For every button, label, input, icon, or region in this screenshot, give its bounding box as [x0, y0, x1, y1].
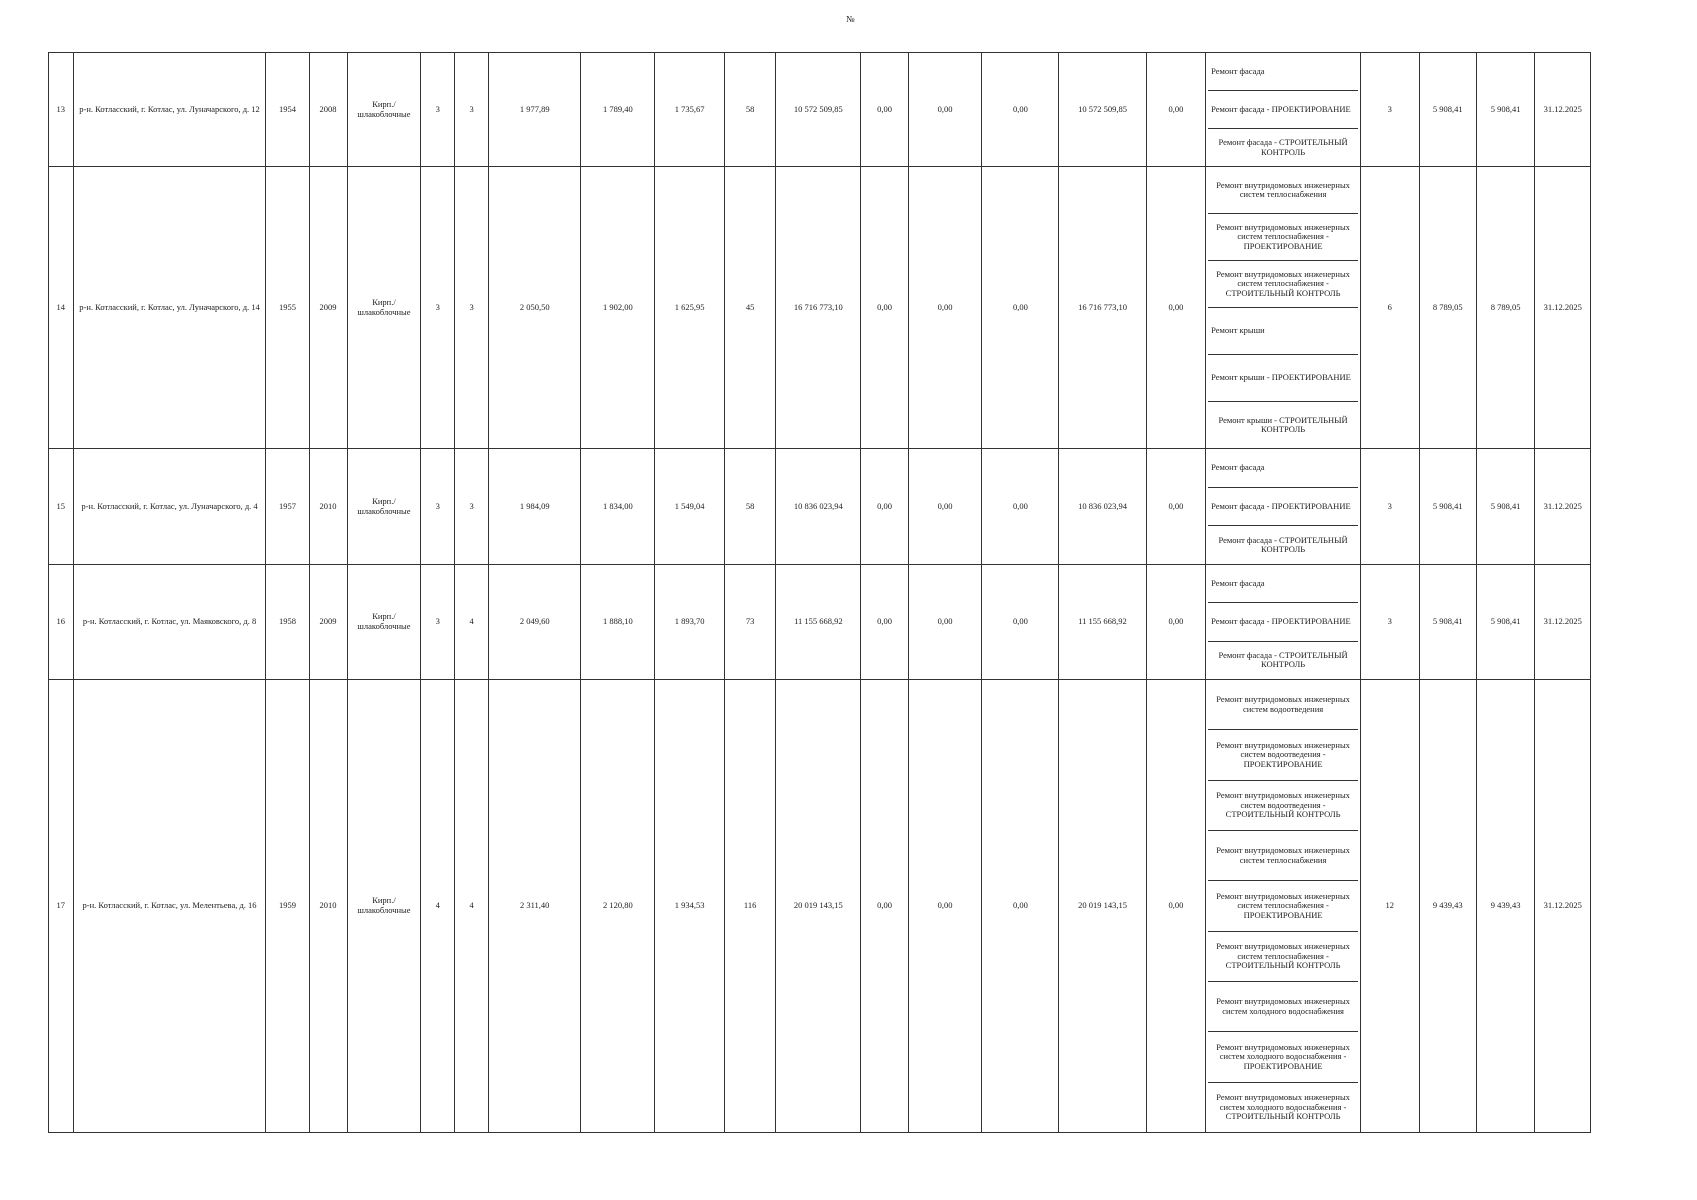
- cell-residents: 45: [725, 167, 776, 449]
- cell-area-living: 1 625,95: [655, 167, 725, 449]
- cell-cost-total: 20 019 143,15: [776, 680, 861, 1133]
- work-item: Ремонт крыши - ПРОЕКТИРОВАНИЕ: [1208, 355, 1358, 402]
- work-item: Ремонт внутридомовых инженерных систем холодного водоснабжения: [1208, 982, 1358, 1032]
- cell-unit-cost: 5 908,41: [1419, 449, 1476, 565]
- cell-residents: 116: [725, 680, 776, 1133]
- cell-residents: 73: [725, 565, 776, 680]
- cell-material: Кирп./ шлакоблочные: [347, 449, 421, 565]
- cell-floors: 3: [421, 565, 455, 680]
- cell-area-premises: 1 888,10: [581, 565, 655, 680]
- works-list: [1208, 565, 1358, 679]
- cell-cost-total: 11 155 668,92: [776, 565, 861, 680]
- cell-address: р-н. Котласский, г. Котлас, ул. Мелентьева, д. 16: [73, 680, 266, 1133]
- work-item: Ремонт внутридомовых инженерных систем теплоснабжения - ПРОЕКТИРОВАНИЕ: [1208, 214, 1358, 261]
- cell-cost-total: 10 572 509,85: [776, 53, 861, 167]
- cell-year-built: 1958: [266, 565, 309, 680]
- cell-cost-mun: 0,00: [982, 565, 1059, 680]
- cell-area-living: 1 893,70: [655, 565, 725, 680]
- table-row: [49, 449, 1591, 565]
- work-item: Ремонт фасада - ПРОЕКТИРОВАНИЕ: [1208, 488, 1358, 527]
- cell-cost-fed: 0,00: [861, 449, 908, 565]
- cell-entrances: 4: [455, 565, 489, 680]
- work-item: Ремонт фасада - ПРОЕКТИРОВАНИЕ: [1208, 603, 1358, 641]
- cell-year-built: 1959: [266, 680, 309, 1133]
- cell-cost-total: 16 716 773,10: [776, 167, 861, 449]
- cell-area-living: 1 549,04: [655, 449, 725, 565]
- cell-year-overhaul: 2010: [309, 680, 347, 1133]
- table-row: [49, 53, 1591, 167]
- cell-address: р-н. Котласский, г. Котлас, ул. Луначарского, д. 14: [73, 167, 266, 449]
- cell-cost-other: 0,00: [1146, 680, 1206, 1133]
- cell-floors: 3: [421, 167, 455, 449]
- cell-unit-cost: 9 439,43: [1419, 680, 1476, 1133]
- cell-floors: 3: [421, 53, 455, 167]
- cell-cost-owners: 10 572 509,85: [1059, 53, 1146, 167]
- cell-year-overhaul: 2009: [309, 565, 347, 680]
- work-item: Ремонт внутридомовых инженерных систем водоотведения - ПРОЕКТИРОВАНИЕ: [1208, 730, 1358, 780]
- cell-works-count: 3: [1361, 565, 1419, 680]
- page-number: №: [846, 14, 855, 24]
- table-row: [49, 565, 1591, 680]
- work-item: Ремонт фасада - СТРОИТЕЛЬНЫЙ КОНТРОЛЬ: [1218, 534, 1348, 555]
- cell-cost-owners: 11 155 668,92: [1059, 565, 1146, 680]
- overhaul-registry-table: [48, 52, 1591, 1133]
- work-item: Ремонт фасада: [1208, 449, 1358, 488]
- cell-num: 17: [49, 680, 74, 1133]
- cell-unit-cost-max: 8 789,05: [1476, 167, 1534, 449]
- cell-unit-cost-max: 9 439,43: [1476, 680, 1534, 1133]
- cell-area-living: 1 735,67: [655, 53, 725, 167]
- cell-cost-mun: 0,00: [982, 449, 1059, 565]
- work-item: Ремонт внутридомовых инженерных систем водоотведения - СТРОИТЕЛЬНЫЙ КОНТРОЛЬ: [1208, 781, 1358, 831]
- cell-works: [1206, 53, 1361, 167]
- cell-unit-cost: 8 789,05: [1419, 167, 1476, 449]
- cell-cost-reg: 0,00: [908, 449, 982, 565]
- cell-area-premises: 1 789,40: [581, 53, 655, 167]
- cell-works-count: 12: [1361, 680, 1419, 1133]
- cell-works: [1206, 167, 1361, 449]
- cell-address: р-н. Котласский, г. Котлас, ул. Маяковского, д. 8: [73, 565, 266, 680]
- cell-cost-reg: 0,00: [908, 53, 982, 167]
- cell-area-total: 2 311,40: [489, 680, 581, 1133]
- work-item: Ремонт внутридомовых инженерных систем теплоснабжения - СТРОИТЕЛЬНЫЙ КОНТРОЛЬ: [1208, 932, 1358, 982]
- cell-unit-cost-max: 5 908,41: [1476, 565, 1534, 680]
- work-item: Ремонт фасада - СТРОИТЕЛЬНЫЙ КОНТРОЛЬ: [1218, 649, 1348, 670]
- cell-year-overhaul: 2010: [309, 449, 347, 565]
- cell-floors: 4: [421, 680, 455, 1133]
- cell-num: 13: [49, 53, 74, 167]
- cell-cost-reg: 0,00: [908, 565, 982, 680]
- cell-cost-other: 0,00: [1146, 167, 1206, 449]
- cell-cost-owners: 10 836 023,94: [1059, 449, 1146, 565]
- cell-material: Кирп./ шлакоблочные: [347, 53, 421, 167]
- work-item: Ремонт фасада - СТРОИТЕЛЬНЫЙ КОНТРОЛЬ: [1218, 137, 1348, 157]
- cell-cost-fed: 0,00: [861, 680, 908, 1133]
- cell-cost-mun: 0,00: [982, 53, 1059, 167]
- cell-material: Кирп./ шлакоблочные: [347, 565, 421, 680]
- cell-works: [1206, 449, 1361, 565]
- cell-area-living: 1 934,53: [655, 680, 725, 1133]
- work-item: Ремонт внутридомовых инженерных систем холодного водоснабжения - ПРОЕКТИРОВАНИЕ: [1208, 1032, 1358, 1082]
- cell-deadline: 31.12.2025: [1535, 53, 1591, 167]
- cell-unit-cost: 5 908,41: [1419, 565, 1476, 680]
- cell-area-premises: 1 834,00: [581, 449, 655, 565]
- cell-entrances: 3: [455, 449, 489, 565]
- cell-cost-other: 0,00: [1146, 449, 1206, 565]
- works-list: [1208, 53, 1358, 166]
- cell-cost-other: 0,00: [1146, 565, 1206, 680]
- cell-material: Кирп./ шлакоблочные: [347, 680, 421, 1133]
- cell-cost-reg: 0,00: [908, 167, 982, 449]
- cell-unit-cost: 5 908,41: [1419, 53, 1476, 167]
- cell-area-total: 2 050,50: [489, 167, 581, 449]
- cell-year-built: 1955: [266, 167, 309, 449]
- work-item: Ремонт фасада: [1208, 53, 1358, 91]
- cell-works: [1206, 680, 1361, 1133]
- cell-num: 14: [49, 167, 74, 449]
- works-list: [1208, 449, 1358, 564]
- cell-area-total: 2 049,60: [489, 565, 581, 680]
- cell-cost-mun: 0,00: [982, 680, 1059, 1133]
- cell-cost-total: 10 836 023,94: [776, 449, 861, 565]
- works-list: [1208, 680, 1358, 1132]
- cell-cost-fed: 0,00: [861, 565, 908, 680]
- cell-cost-fed: 0,00: [861, 53, 908, 167]
- work-item: Ремонт крыши: [1208, 308, 1358, 355]
- table-row: [49, 680, 1591, 1133]
- cell-cost-mun: 0,00: [982, 167, 1059, 449]
- cell-year-built: 1957: [266, 449, 309, 565]
- work-item: Ремонт внутридомовых инженерных систем теплоснабжения - ПРОЕКТИРОВАНИЕ: [1208, 881, 1358, 931]
- cell-material: Кирп./ шлакоблочные: [347, 167, 421, 449]
- cell-floors: 3: [421, 449, 455, 565]
- cell-cost-owners: 20 019 143,15: [1059, 680, 1146, 1133]
- cell-entrances: 3: [455, 53, 489, 167]
- work-item: Ремонт внутридомовых инженерных систем водоотведения: [1208, 680, 1358, 730]
- cell-area-premises: 2 120,80: [581, 680, 655, 1133]
- cell-unit-cost-max: 5 908,41: [1476, 449, 1534, 565]
- cell-entrances: 3: [455, 167, 489, 449]
- cell-address: р-н. Котласский, г. Котлас, ул. Луначарского, д. 4: [73, 449, 266, 565]
- cell-cost-owners: 16 716 773,10: [1059, 167, 1146, 449]
- work-item: Ремонт крыши - СТРОИТЕЛЬНЫЙ КОНТРОЛЬ: [1218, 414, 1348, 434]
- cell-area-premises: 1 902,00: [581, 167, 655, 449]
- cell-deadline: 31.12.2025: [1535, 449, 1591, 565]
- cell-cost-other: 0,00: [1146, 53, 1206, 167]
- work-item: Ремонт фасада: [1208, 565, 1358, 603]
- cell-works-count: 6: [1361, 167, 1419, 449]
- cell-cost-reg: 0,00: [908, 680, 982, 1133]
- cell-num: 15: [49, 449, 74, 565]
- cell-deadline: 31.12.2025: [1535, 167, 1591, 449]
- cell-year-overhaul: 2008: [309, 53, 347, 167]
- cell-deadline: 31.12.2025: [1535, 680, 1591, 1133]
- cell-deadline: 31.12.2025: [1535, 565, 1591, 680]
- table-row: [49, 167, 1591, 449]
- cell-entrances: 4: [455, 680, 489, 1133]
- work-item: Ремонт внутридомовых инженерных систем теплоснабжения - СТРОИТЕЛЬНЫЙ КОНТРОЛЬ: [1208, 261, 1358, 308]
- cell-address: р-н. Котласский, г. Котлас, ул. Луначарского, д. 12: [73, 53, 266, 167]
- cell-works: [1206, 565, 1361, 680]
- work-item: Ремонт внутридомовых инженерных систем теплоснабжения: [1208, 167, 1358, 214]
- cell-works-count: 3: [1361, 449, 1419, 565]
- cell-works-count: 3: [1361, 53, 1419, 167]
- work-item: Ремонт фасада - ПРОЕКТИРОВАНИЕ: [1208, 91, 1358, 129]
- works-list: [1208, 167, 1358, 448]
- cell-unit-cost-max: 5 908,41: [1476, 53, 1534, 167]
- work-item: Ремонт внутридомовых инженерных систем холодного водоснабжения - СТРОИТЕЛЬНЫЙ КОНТРОЛЬ: [1216, 1092, 1350, 1121]
- cell-year-built: 1954: [266, 53, 309, 167]
- cell-num: 16: [49, 565, 74, 680]
- cell-residents: 58: [725, 449, 776, 565]
- cell-area-total: 1 984,09: [489, 449, 581, 565]
- cell-year-overhaul: 2009: [309, 167, 347, 449]
- work-item: Ремонт внутридомовых инженерных систем теплоснабжения: [1208, 831, 1358, 881]
- cell-residents: 58: [725, 53, 776, 167]
- cell-cost-fed: 0,00: [861, 167, 908, 449]
- cell-area-total: 1 977,89: [489, 53, 581, 167]
